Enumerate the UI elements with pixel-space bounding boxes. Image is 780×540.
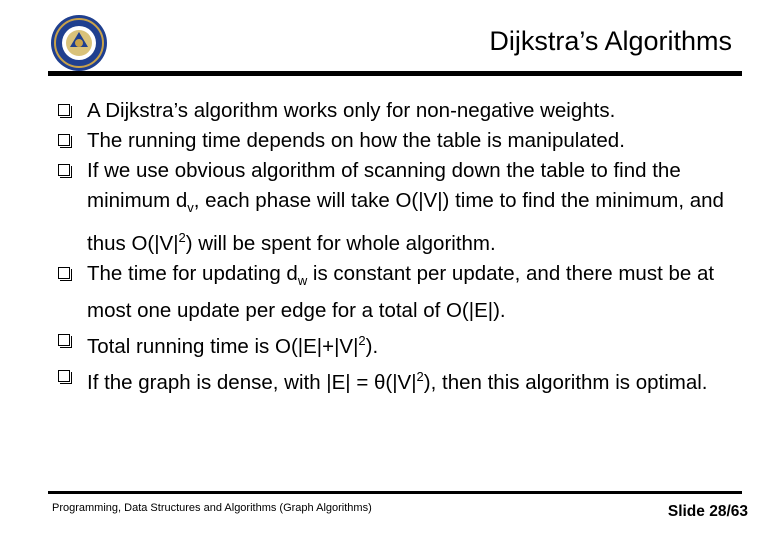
footer-divider <box>48 491 742 494</box>
superscript-2: 2 <box>416 368 424 384</box>
bullet-item <box>58 326 748 362</box>
checkbox-square-icon <box>58 134 70 146</box>
bullet-text: ). <box>365 334 379 358</box>
checkbox-square-icon <box>58 104 70 116</box>
bullet-text: ), then this algorithm is optimal. <box>423 370 708 394</box>
slide-number: Slide 28/63 <box>667 503 748 520</box>
footer-course-title: Programming, Data Structures and Algorithms (Graph Algorithms) <box>52 502 372 514</box>
bullet-list <box>58 96 748 398</box>
bullet-item <box>58 259 748 326</box>
bullet-text: , each phase will take O(|V|) time to find the minimum, and thus O(|V| <box>87 189 724 255</box>
bullet-text: The running time depends on how the table is manipulated. <box>87 129 625 152</box>
bullet-text: ) will be spent for whole algorithm. <box>185 231 496 255</box>
checkbox-square-icon <box>58 164 70 176</box>
checkbox-square-icon <box>58 267 70 279</box>
bullet-text: Total running time is O(|E|+|V| <box>87 334 359 358</box>
superscript-2: 2 <box>358 333 366 349</box>
bullet-item <box>58 156 748 259</box>
subscript-w: w <box>297 273 308 289</box>
bullet-text: is constant per update, and there must be at most one update per edge for a total of O(|E|). <box>87 261 715 323</box>
superscript-2: 2 <box>178 230 186 246</box>
bullet-text: If we use obvious algorithm of scanning down the table to find the minimum d <box>87 159 681 212</box>
subscript-v: v <box>187 200 194 216</box>
bullet-item <box>58 96 748 126</box>
bullet-item <box>58 126 748 156</box>
checkbox-square-icon <box>58 334 70 346</box>
slide-title: Dijkstra’s Algorithms <box>489 26 732 56</box>
university-seal-logo <box>50 14 108 72</box>
bullet-text: If the graph is dense, with |E| = θ(|V| <box>87 370 417 394</box>
title-divider <box>48 71 742 76</box>
bullet-text: The time for updating d <box>87 261 298 285</box>
checkbox-square-icon <box>58 370 70 382</box>
bullet-text: A Dijkstra’s algorithm works only for non-negative weights. <box>87 99 616 122</box>
bullet-item <box>58 362 748 398</box>
